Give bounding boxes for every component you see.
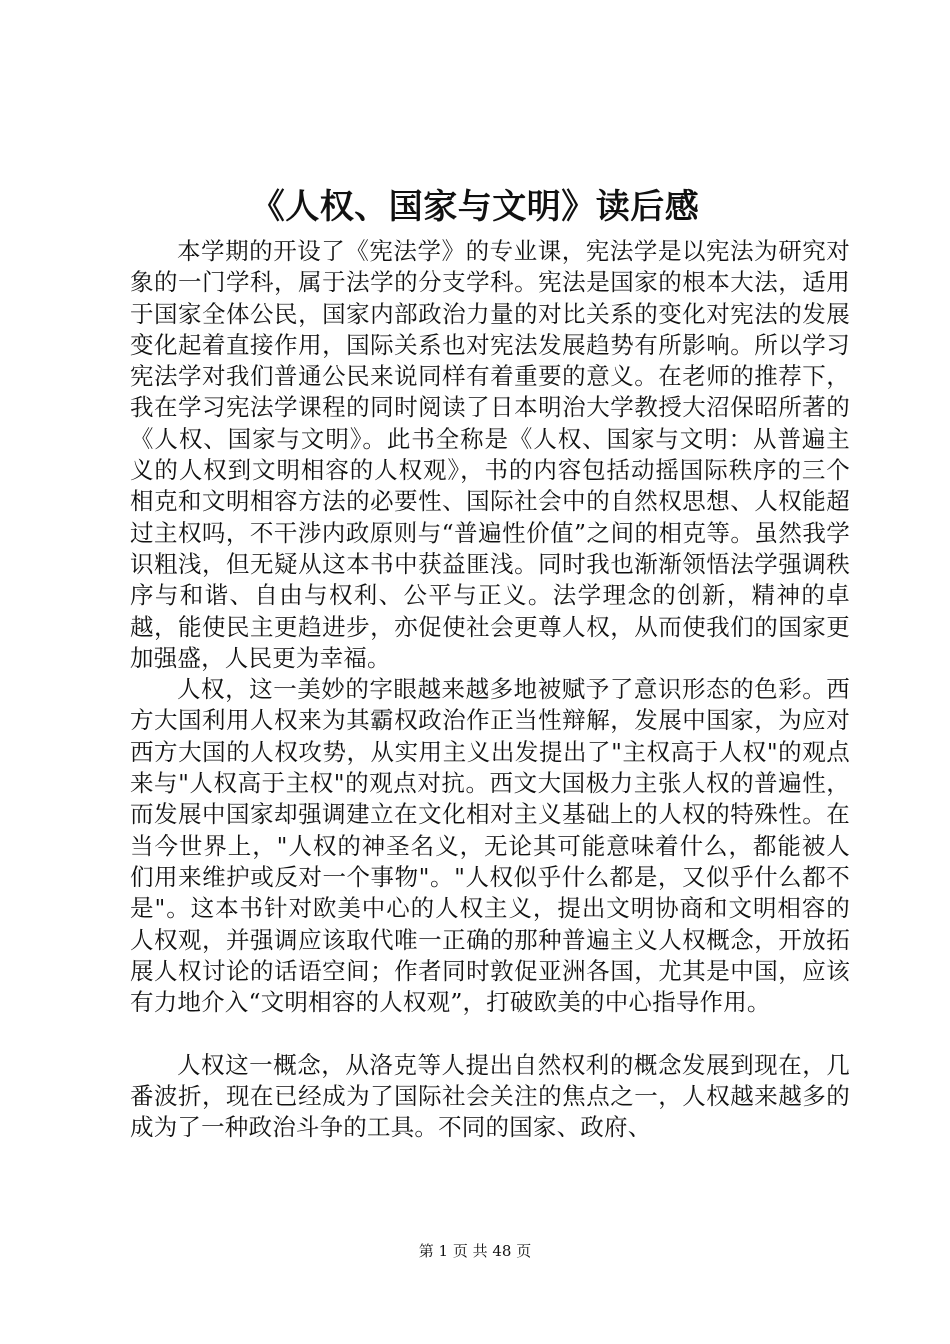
paragraph-3: 人权这一概念，从洛克等人提出自然权利的概念发展到现在，几番波折，现在已经成为了国际社会关注的焦点之一，人权越来越多的成为了一种政治斗争的工具。不同的国家、政府、: [130, 1050, 850, 1142]
document-body: [130, 236, 850, 1144]
document-title: 《人权、国家与文明》读后感: [250, 187, 700, 227]
paragraph-2: 人权，这一美妙的字眼越来越多地被赋予了意识形态的色彩。西方大国利用人权来为其霸权政治作正当性辩解，发展中国家，为应对西方大国的人权攻势，从实用主义出发提出了"主权高于人权"的观点来与"人权高于主权"的观点对抗。西文大国极力主张人权的普遍性，而发展中国家却强调建立在文化相对主义基础上的人权的特殊性。在当今世界上，"人权的神圣名义，无论其可能意味着什么，都能被人们用来维护或反对一个事物"。"人权似乎什么都是，又似乎什么都不是"。这本书针对欧美中心的人权主义，提出文明协商和文明相容的人权观，并强调应该取代唯一正确的那种普遍主义人权概念，开放拓展人权讨论的话语空间；作者同时敦促亚洲各国，尤其是中国，应该有力地介入“文明相容的人权观”，打破欧美的中心指导作用。: [130, 675, 850, 1017]
paragraph-1: 本学期的开设了《宪法学》的专业课，宪法学是以宪法为研究对象的一门学科，属于法学的分支学科。宪法是国家的根本大法，适用于国家全体公民，国家内部政治力量的对比关系的变化对宪法的发展变化起着直接作用，国际关系也对宪法发展趋势有所影响。所以学习宪法学对我们普通公民来说同样有着重要的意义。在老师的推荐下，我在学习宪法学课程的同时阅读了日本明治大学教授大沼保昭所著的《人权、国家与文明》。此书全称是《人权、国家与文明：从普遍主义的人权到文明相容的人权观》，书的内容包括动摇国际秩序的三个相克和文明相容方法的必要性、国际社会中的自然权思想、人权能超过主权吗，不干涉内政原则与“普遍性价值”之间的相克等。虽然我学识粗浅，但无疑从这本书中获益匪浅。同时我也渐渐领悟法学强调秩序与和谐、自由与权利、公平与正义。法学理念的创新，精神的卓越，能使民主更趋进步，亦促使社会更尊人权，从而使我们的国家更加强盛，人民更为幸福。: [130, 237, 850, 672]
page-footer: 第 1 页 共 48 页: [418, 1242, 532, 1260]
